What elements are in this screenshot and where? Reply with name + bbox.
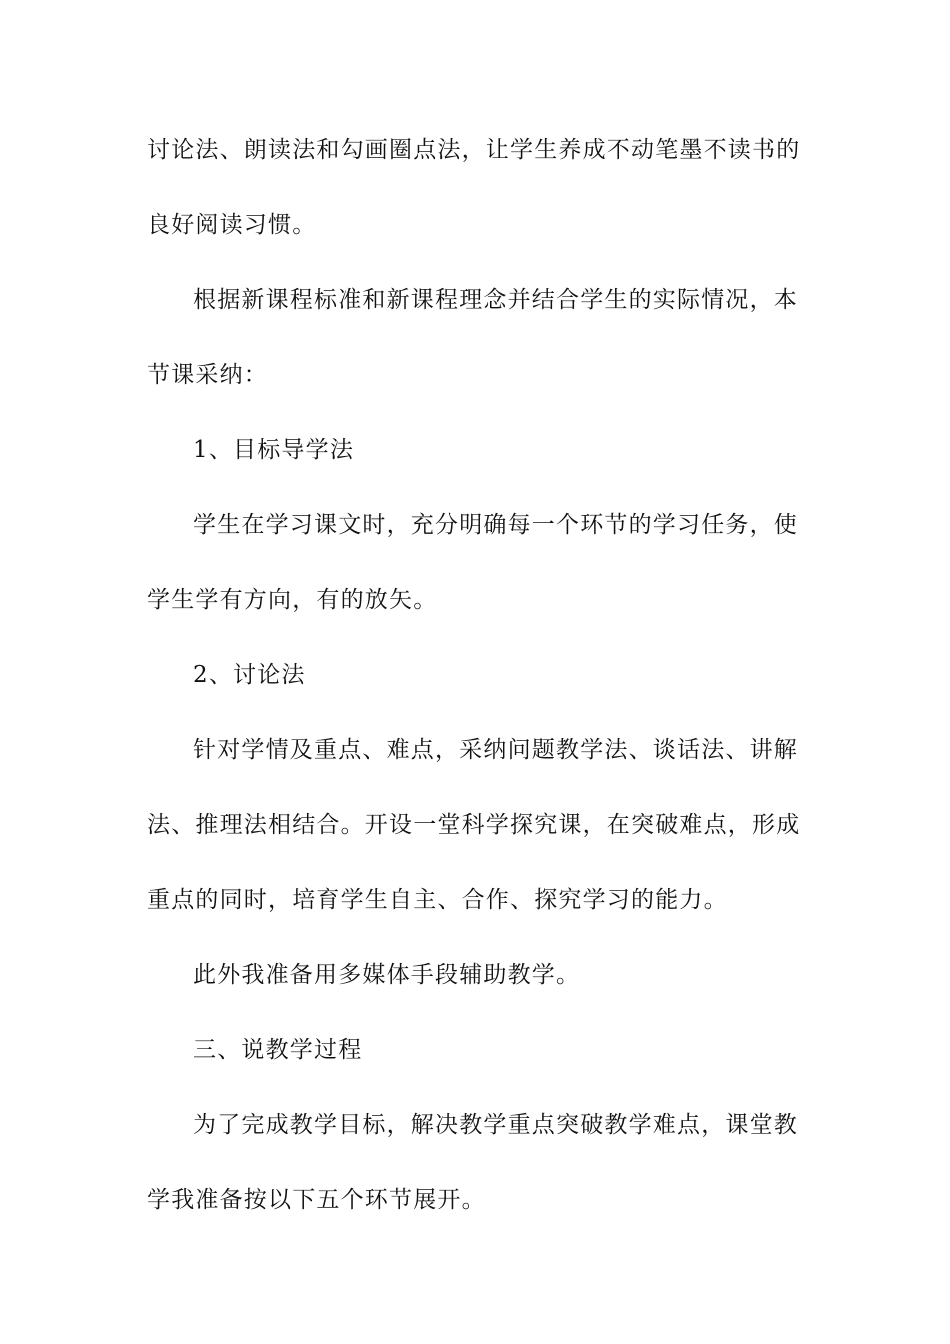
paragraph-start: 此外我准备用多媒体手段辅助教学。 xyxy=(193,962,581,988)
text-line: 法、推理法相结合。开设一堂科学探究课，在突破难点，形成 xyxy=(147,812,801,838)
paragraph-start: 学生在学习课文时，充分明确每一个环节的学习任务，使 xyxy=(193,512,798,538)
text-line: 讨论法、朗读法和勾画圈点法，让学生养成不动笔墨不读书的 xyxy=(147,137,801,163)
paragraph-start: 针对学情及重点、难点，采纳问题教学法、谈话法、讲解 xyxy=(193,737,798,763)
paragraph-start: 为了完成教学目标，解决教学重点突破教学难点，课堂教 xyxy=(193,1112,798,1138)
paragraph-start: 根据新课程标准和新课程理念并结合学生的实际情况，本 xyxy=(193,287,798,313)
text-line: 重点的同时，培育学生自主、合作、探究学习的能力。 xyxy=(147,887,728,913)
text-line: 良好阅读习惯。 xyxy=(147,212,317,238)
section-heading: 2、讨论法 xyxy=(193,662,306,688)
text-line: 学我准备按以下五个环节展开。 xyxy=(147,1187,486,1213)
text-line: 学生学有方向，有的放矢。 xyxy=(147,587,438,613)
section-heading: 1、目标导学法 xyxy=(193,437,355,463)
section-heading: 三、说教学过程 xyxy=(193,1037,363,1063)
text-line: 节课采纳： xyxy=(147,362,268,388)
